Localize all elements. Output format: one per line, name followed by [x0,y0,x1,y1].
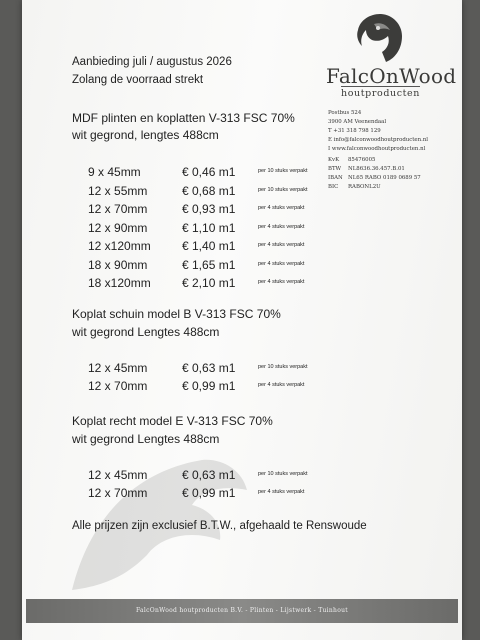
contact-value: 3900 AM Veenendaal [328,119,387,125]
size-cell: 12 x 90mm [88,220,148,235]
logo-subtitle: houtproducten [341,88,420,99]
size-cell: 18 x120mm [88,276,151,290]
size-cell: 12 x 45mm [88,361,148,375]
contact-label: BIC [328,184,339,190]
contact-value: NL8636.36.457.B.01 [348,166,405,172]
packaging-cell: per 4 stuks verpakt [258,223,305,230]
contact-value: NL65 RABO 0189 0689 57 [348,175,421,181]
price-row [22,486,462,502]
logo-name: FalcOnWood [326,64,457,88]
contact-label: BTW [328,166,342,172]
contact-value: RABONL2U [348,184,381,190]
section3-title: Koplat recht model E V-313 FSC 70% [72,414,273,428]
footer-band [26,599,458,623]
packaging-cell: per 4 stuks verpakt [258,242,305,248]
price-row [22,468,462,484]
price-row [22,276,462,292]
price-cell: € 2,10 m1 [182,276,236,290]
packaging-cell: per 4 stuks verpakt [258,382,305,388]
contact-label: KvK [328,157,340,163]
packaging-cell: per 4 stuks verpakt [258,205,305,211]
packaging-cell: per 10 stuks verpakt [258,168,308,174]
contact-line [328,128,381,134]
price-cell: € 0,99 m1 [182,379,236,393]
contact-line [328,110,361,116]
price-row [22,379,462,395]
price-cell: € 0,63 m1 [182,361,236,375]
size-cell: 12 x 70mm [88,486,148,500]
size-cell: 12 x 70mm [88,379,148,393]
price-cell: € 0,46 m1 [182,165,236,179]
contact-value: T +31 318 798 129 [328,128,381,134]
section2-subtitle: wit gegrond Lengtes 488cm [72,325,220,339]
size-cell: 12 x120mm [88,239,151,253]
section3-subtitle: wit gegrond Lengtes 488cm [72,432,220,446]
packaging-cell: per 10 stuks verpakt [258,471,308,477]
packaging-cell: per 4 stuks verpakt [258,489,305,495]
contact-value: I www.falconwoodhoutproducten.nl [328,146,426,152]
price-row [22,361,462,377]
price-row [22,184,462,200]
contact-line [328,137,428,143]
price-cell: € 0,63 m1 [182,468,236,482]
price-cell: € 1,10 m1 [182,220,236,235]
contact-value: 85476005 [348,157,376,163]
price-cell: € 1,40 m1 [182,239,236,253]
packaging-cell: per 10 stuks verpakt [258,186,308,193]
packaging-cell: per 4 stuks verpakt [258,260,305,267]
contact-line [328,157,375,163]
price-cell: € 1,65 m1 [182,257,236,272]
section1-title: MDF plinten en koplatten V-313 FSC 70% [72,111,295,125]
packaging-cell: per 4 stuks verpakt [258,279,305,285]
price-row [22,258,462,274]
section2-title: Koplat schuin model B V-313 FSC 70% [72,307,281,321]
closing-note: Alle prijzen zijn exclusief B.T.W., afgehaald te Renswoude [72,520,367,532]
contact-value: E info@falconwoodhoutproducten.nl [328,137,429,143]
price-cell: € 0,93 m1 [182,202,236,216]
contact-value: Postbus 524 [328,110,362,116]
price-row [22,202,462,218]
contact-line [328,119,386,125]
falcon-watermark-icon [52,430,252,600]
price-row [22,221,462,237]
price-row [22,165,462,181]
contact-line [328,146,425,152]
size-cell: 12 x 70mm [88,202,148,216]
offer-subtitle: Zolang de voorraad strekt [72,74,204,86]
contact-label: IBAN [328,175,343,181]
size-cell: 9 x 45mm [88,165,141,179]
packaging-cell: per 10 stuks verpakt [258,364,308,370]
size-cell: 12 x 55mm [88,183,148,198]
price-cell: € 0,68 m1 [182,183,236,198]
footer-text: FalcOnWood houtproducten B.V. - Plinten - Lijstwerk - Tuinhout [135,607,349,614]
section1-subtitle: wit gegrond, lengtes 488cm [72,128,219,142]
offer-title: Aanbieding juli / augustus 2026 [72,56,232,68]
price-row [22,239,462,255]
document-page [22,0,462,640]
size-cell: 18 x 90mm [88,257,148,272]
size-cell: 12 x 45mm [88,468,148,482]
falcon-logo-icon [356,12,404,64]
price-cell: € 0,99 m1 [182,486,236,500]
